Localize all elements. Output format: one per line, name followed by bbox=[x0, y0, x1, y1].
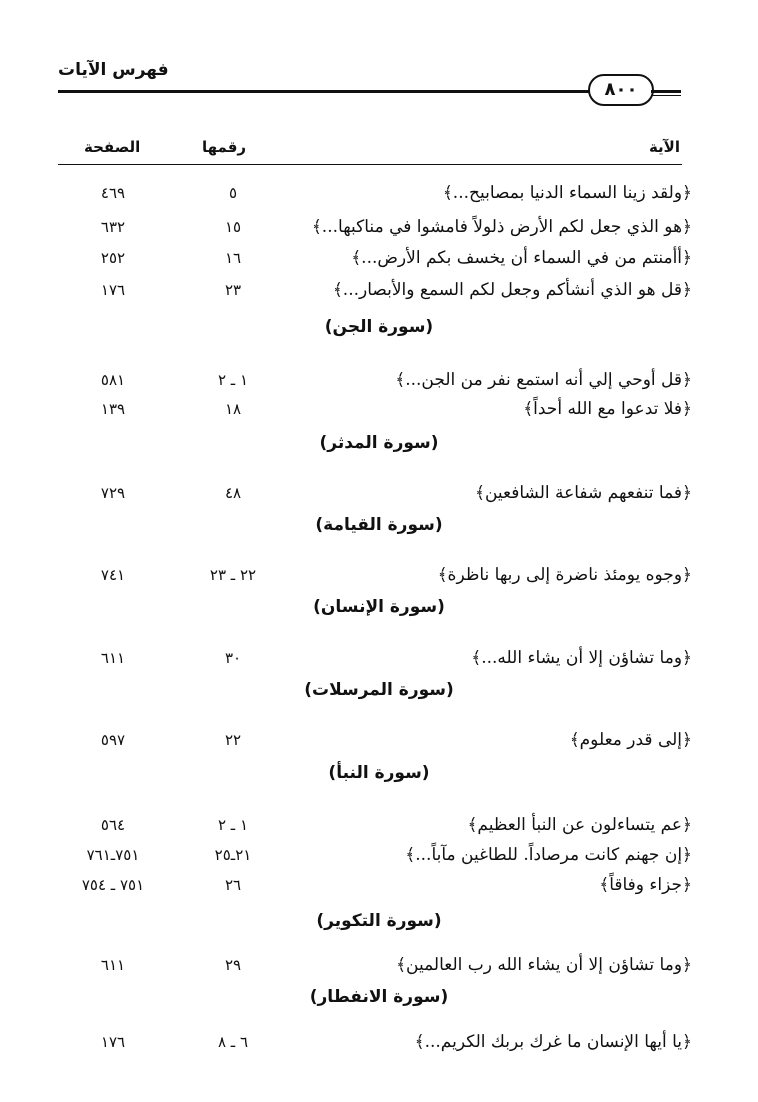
index-row bbox=[0, 365, 758, 395]
surah-heading: (سورة الانفطار) bbox=[309, 987, 449, 1007]
ayah-number: ١ ـ ٢ bbox=[217, 816, 249, 834]
index-row bbox=[0, 212, 758, 242]
verse-text: ﴿هو الذي جعل لكم الأرض ذلولاً فامشوا في مناكبها...﴾ bbox=[311, 217, 692, 237]
ayah-number: ٦ ـ ٨ bbox=[217, 1033, 249, 1051]
index-row bbox=[0, 950, 758, 980]
index-row bbox=[0, 275, 758, 305]
index-row bbox=[0, 725, 758, 755]
page-ref: ٧٥١ ـ ٧٥٤ bbox=[81, 876, 145, 894]
ayah-number: ٢٢ bbox=[224, 731, 242, 749]
verse-text: ﴿عم يتساءلون عن النبأ العظيم﴾ bbox=[467, 815, 692, 835]
index-row bbox=[0, 560, 758, 590]
ayah-number: ٢٩ bbox=[224, 956, 242, 974]
header-rule bbox=[58, 90, 590, 93]
index-row bbox=[0, 810, 758, 840]
ayah-number: ١٦ bbox=[224, 249, 242, 267]
verse-text: ﴿قل أوحي إلي أنه استمع نفر من الجن...﴾ bbox=[395, 370, 692, 390]
ayah-number: ١٥ bbox=[224, 218, 242, 236]
surah-heading: (سورة الإنسان) bbox=[313, 597, 445, 617]
index-row bbox=[0, 1027, 758, 1057]
verse-text: ﴿وما تشاؤن إلا أن يشاء الله...﴾ bbox=[471, 648, 692, 668]
ayah-number: ٥ bbox=[228, 184, 238, 202]
running-title: فهرس الآيات bbox=[58, 60, 169, 80]
surah-heading: (سورة القيامة) bbox=[315, 515, 443, 535]
verse-text: ﴿وجوه يومئذ ناضرة إلى ربها ناظرة﴾ bbox=[437, 565, 692, 585]
page-ref: ٦١١ bbox=[100, 649, 126, 667]
column-header-rule bbox=[58, 164, 682, 165]
index-row bbox=[0, 643, 758, 673]
page-ref: ٦١١ bbox=[100, 956, 126, 974]
surah-heading: (سورة الجن) bbox=[324, 317, 434, 337]
surah-heading: (سورة التكوير) bbox=[316, 911, 442, 931]
ayah-number: ٢٢ ـ ٢٣ bbox=[209, 566, 257, 584]
verse-text: ﴿إلى قدر معلوم﴾ bbox=[569, 730, 692, 750]
ayah-number: ٢١ـ٢٥ bbox=[214, 846, 252, 864]
ayah-number: ٣٠ bbox=[224, 649, 242, 667]
page-ref: ٧٤١ bbox=[100, 566, 126, 584]
page-ref: ٤٦٩ bbox=[100, 184, 126, 202]
verse-text: ﴿أأمنتم من في السماء أن يخسف بكم الأرض...﴾ bbox=[351, 248, 692, 268]
page-ref: ١٧٦ bbox=[100, 281, 126, 299]
surah-heading: (سورة النبأ) bbox=[328, 763, 430, 783]
column-header-ayah-number: رقمها bbox=[202, 138, 247, 156]
page-ref: ١٣٩ bbox=[100, 400, 126, 418]
ayah-number: ١ ـ ٢ bbox=[217, 371, 249, 389]
ayah-number: ٢٣ bbox=[224, 281, 242, 299]
page-ref: ٢٥٢ bbox=[100, 249, 126, 267]
index-row bbox=[0, 178, 758, 208]
verse-text: ﴿فلا تدعوا مع الله أحداً﴾ bbox=[523, 399, 692, 419]
verse-text: ﴿يا أيها الإنسان ما غرك بربك الكريم...﴾ bbox=[414, 1032, 692, 1052]
page-ref: ١٧٦ bbox=[100, 1033, 126, 1051]
index-row bbox=[0, 394, 758, 424]
column-header-verse: الآية bbox=[648, 138, 680, 156]
index-row bbox=[0, 243, 758, 273]
page-ref: ٥٦٤ bbox=[100, 816, 126, 834]
page-ref: ٥٨١ bbox=[100, 371, 126, 389]
index-row bbox=[0, 870, 758, 900]
page-ref: ٧٥١ـ٧٦١ bbox=[86, 846, 140, 864]
ayah-number: ٢٦ bbox=[224, 876, 242, 894]
page-number: ٨٠٠ bbox=[588, 74, 654, 106]
header-rule-right-thin bbox=[651, 95, 681, 96]
index-row bbox=[0, 840, 758, 870]
page-ref: ٧٢٩ bbox=[100, 484, 126, 502]
verse-text: ﴿ولقد زينا السماء الدنيا بمصابيح...﴾ bbox=[442, 183, 692, 203]
verse-text: ﴿إن جهنم كانت مرصاداً. للطاغين مآباً...﴾ bbox=[405, 845, 692, 865]
verse-text: ﴿قل هو الذي أنشأكم وجعل لكم السمع والأبصار...﴾ bbox=[332, 280, 692, 300]
surah-heading: (سورة المدثر) bbox=[319, 433, 439, 453]
page-ref: ٥٩٧ bbox=[100, 731, 126, 749]
surah-heading: (سورة المرسلات) bbox=[304, 680, 454, 700]
column-header-page: الصفحة bbox=[84, 138, 141, 156]
verse-text: ﴿جزاء وفاقاً﴾ bbox=[599, 875, 692, 895]
index-row bbox=[0, 478, 758, 508]
verse-text: ﴿فما تنفعهم شفاعة الشافعين﴾ bbox=[474, 483, 692, 503]
verse-text: ﴿وما تشاؤن إلا أن يشاء الله رب العالمين﴾ bbox=[396, 955, 692, 975]
ayah-number: ١٨ bbox=[224, 400, 242, 418]
header-rule-right bbox=[651, 90, 681, 93]
page-ref: ٦٣٢ bbox=[100, 218, 126, 236]
ayah-number: ٤٨ bbox=[224, 484, 242, 502]
